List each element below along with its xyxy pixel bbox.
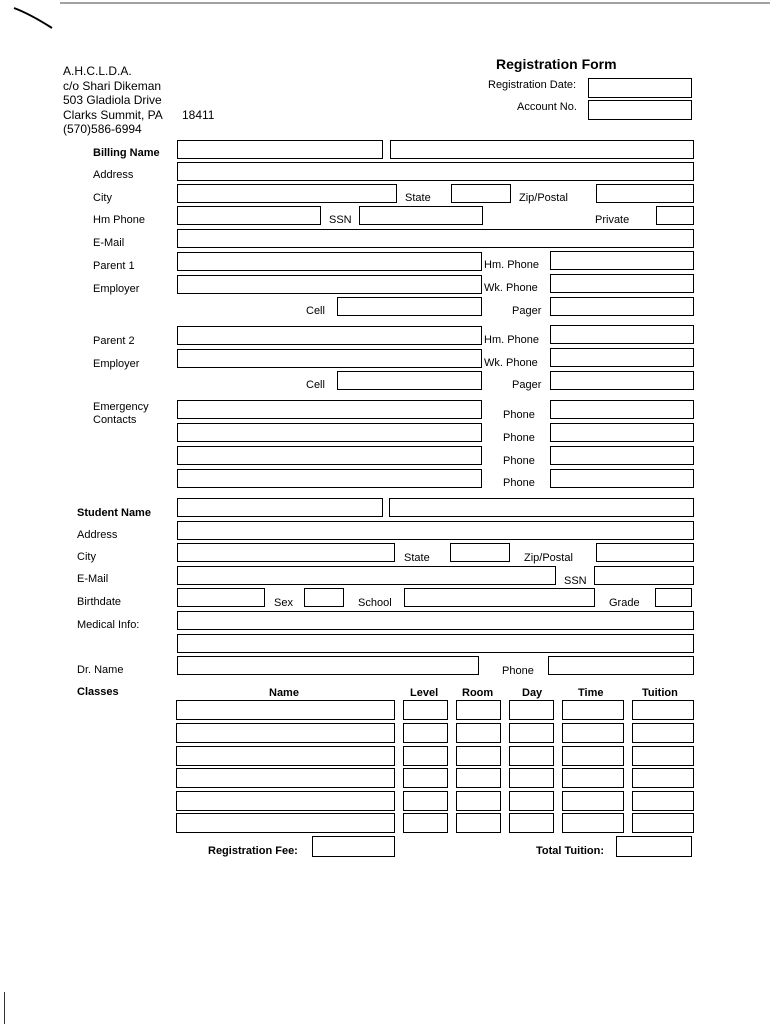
total-tuition-label: Total Tuition:	[536, 845, 605, 857]
student-city-label: City	[77, 551, 96, 563]
parent2-cell-label: Cell	[306, 379, 325, 391]
class-row-6-room-field[interactable]	[456, 813, 501, 833]
student-zip-label: Zip/Postal	[524, 552, 573, 564]
parent2-hm-phone-field[interactable]	[550, 325, 694, 344]
class-row-3-room-field[interactable]	[456, 746, 501, 766]
parent1-hm-phone-field[interactable]	[550, 251, 694, 270]
classes-col-level: Level	[410, 687, 439, 699]
billing-hm-phone-label: Hm Phone	[93, 214, 145, 226]
class-row-1-level-field[interactable]	[403, 700, 448, 720]
billing-email-label: E-Mail	[93, 237, 125, 249]
billing-email-field[interactable]	[177, 229, 694, 248]
parent1-pager-field[interactable]	[550, 297, 694, 316]
student-zip-field[interactable]	[596, 543, 694, 562]
class-row-1-tuition-field[interactable]	[632, 700, 694, 720]
class-row-5-level-field[interactable]	[403, 791, 448, 811]
billing-ssn-label: SSN	[329, 214, 352, 226]
org-zip: 18411	[182, 108, 215, 122]
parent2-wk-phone-field[interactable]	[550, 348, 694, 367]
parent1-pager-label: Pager	[512, 305, 542, 317]
form-title: Registration Form	[496, 56, 617, 72]
student-sex-field[interactable]	[304, 588, 344, 607]
billing-private-field[interactable]	[656, 206, 694, 225]
class-row-3-name-field[interactable]	[176, 746, 395, 766]
class-row-3-time-field[interactable]	[562, 746, 624, 766]
billing-first-name-field[interactable]	[177, 140, 383, 159]
student-ssn-field[interactable]	[594, 566, 694, 585]
parent1-cell-field[interactable]	[337, 297, 482, 316]
emergency-phone-1-field[interactable]	[550, 400, 694, 419]
registration-date-field[interactable]	[588, 78, 692, 98]
student-medical-label: Medical Info:	[77, 619, 140, 631]
org-co: c/o Shari Dikeman	[63, 79, 162, 93]
student-birthdate-label: Birthdate	[77, 596, 122, 608]
org-street: 503 Gladiola Drive	[63, 93, 162, 107]
student-medical-field-2[interactable]	[177, 634, 694, 653]
class-row-6-name-field[interactable]	[176, 813, 395, 833]
parent1-field[interactable]	[177, 252, 482, 271]
parent1-employer-label: Employer	[93, 283, 140, 295]
student-first-name-field[interactable]	[177, 498, 383, 517]
parent1-label: Parent 1	[93, 260, 135, 272]
emergency-phone-4-label: Phone	[503, 477, 535, 489]
org-city: Clarks Summit, PA	[63, 108, 163, 122]
student-medical-field-1[interactable]	[177, 611, 694, 630]
parent2-wk-phone-label: Wk. Phone	[484, 357, 538, 369]
class-row-4-room-field[interactable]	[456, 768, 501, 788]
class-row-1-time-field[interactable]	[562, 700, 624, 720]
student-birthdate-field[interactable]	[177, 588, 265, 607]
class-row-5-name-field[interactable]	[176, 791, 395, 811]
classes-col-name: Name	[269, 687, 299, 699]
student-last-name-field[interactable]	[389, 498, 694, 517]
class-row-3-day-field[interactable]	[509, 746, 554, 766]
class-row-4-tuition-field[interactable]	[632, 768, 694, 788]
billing-zip-label: Zip/Postal	[519, 192, 568, 204]
emergency-contact-1-field[interactable]	[177, 400, 482, 419]
emergency-phone-2-field[interactable]	[550, 423, 694, 442]
registration-fee-field[interactable]	[312, 836, 395, 857]
scan-edge-mark	[4, 992, 5, 1024]
parent2-pager-label: Pager	[512, 379, 542, 391]
account-label: Account No.	[517, 101, 577, 113]
student-city-field[interactable]	[177, 543, 395, 562]
total-tuition-field[interactable]	[616, 836, 692, 857]
billing-city-label: City	[93, 192, 112, 204]
student-dr-phone-field[interactable]	[548, 656, 694, 675]
student-ssn-label: SSN	[564, 575, 587, 587]
class-row-2-day-field[interactable]	[509, 723, 554, 743]
student-dr-label: Dr. Name	[77, 664, 124, 676]
billing-name-label: Billing Name	[93, 147, 160, 159]
classes-col-day: Day	[522, 687, 543, 699]
student-dr-field[interactable]	[177, 656, 479, 675]
class-row-5-room-field[interactable]	[456, 791, 501, 811]
student-school-field[interactable]	[404, 588, 595, 607]
parent1-wk-phone-label: Wk. Phone	[484, 282, 538, 294]
parent2-employer-label: Employer	[93, 358, 140, 370]
parent1-wk-phone-field[interactable]	[550, 274, 694, 293]
billing-state-label: State	[405, 192, 431, 204]
emergency-phone-1-label: Phone	[503, 409, 535, 421]
class-row-2-level-field[interactable]	[403, 723, 448, 743]
registration-fee-label: Registration Fee:	[208, 845, 298, 857]
student-school-label: School	[358, 597, 392, 609]
emergency-contact-4-field[interactable]	[177, 469, 482, 488]
student-state-label: State	[404, 552, 430, 564]
emergency-phone-3-label: Phone	[503, 455, 535, 467]
class-row-5-tuition-field[interactable]	[632, 791, 694, 811]
billing-address-field[interactable]	[177, 162, 694, 181]
class-row-2-tuition-field[interactable]	[632, 723, 694, 743]
billing-ssn-field[interactable]	[359, 206, 483, 225]
billing-hm-phone-field[interactable]	[177, 206, 321, 225]
student-sex-label: Sex	[274, 597, 293, 609]
class-row-4-level-field[interactable]	[403, 768, 448, 788]
emergency-contact-2-field[interactable]	[177, 423, 482, 442]
parent1-hm-phone-label: Hm. Phone	[484, 259, 540, 271]
emergency-phone-4-field[interactable]	[550, 469, 694, 488]
student-state-field[interactable]	[450, 543, 510, 562]
class-row-3-level-field[interactable]	[403, 746, 448, 766]
class-row-4-time-field[interactable]	[562, 768, 624, 788]
scan-mark	[0, 0, 770, 40]
student-address-label: Address	[77, 529, 118, 541]
classes-col-tuition: Tuition	[642, 687, 678, 699]
class-row-6-level-field[interactable]	[403, 813, 448, 833]
class-row-5-time-field[interactable]	[562, 791, 624, 811]
class-row-2-name-field[interactable]	[176, 723, 395, 743]
parent2-cell-field[interactable]	[337, 371, 482, 390]
class-row-2-time-field[interactable]	[562, 723, 624, 743]
class-row-3-tuition-field[interactable]	[632, 746, 694, 766]
student-name-label: Student Name	[77, 507, 151, 519]
parent2-hm-phone-label: Hm. Phone	[484, 334, 540, 346]
emergency-contact-3-field[interactable]	[177, 446, 482, 465]
student-dr-phone-label: Phone	[502, 665, 534, 677]
student-address-field[interactable]	[177, 521, 694, 540]
parent2-pager-field[interactable]	[550, 371, 694, 390]
parent2-field[interactable]	[177, 326, 482, 345]
billing-private-label: Private	[595, 214, 630, 226]
billing-city-field[interactable]	[177, 184, 397, 203]
class-row-2-room-field[interactable]	[456, 723, 501, 743]
student-email-label: E-Mail	[77, 573, 109, 585]
billing-state-field[interactable]	[451, 184, 511, 203]
class-row-1-day-field[interactable]	[509, 700, 554, 720]
class-row-6-tuition-field[interactable]	[632, 813, 694, 833]
class-row-1-name-field[interactable]	[176, 700, 395, 720]
registration-date-label: Registration Date:	[488, 79, 577, 91]
parent1-employer-field[interactable]	[177, 275, 482, 294]
billing-last-name-field[interactable]	[390, 140, 694, 159]
class-row-6-time-field[interactable]	[562, 813, 624, 833]
emergency-phone-3-field[interactable]	[550, 446, 694, 465]
student-grade-label: Grade	[609, 597, 640, 609]
classes-label: Classes	[77, 686, 119, 698]
billing-address-label: Address	[93, 169, 134, 181]
class-row-1-room-field[interactable]	[456, 700, 501, 720]
classes-col-time: Time	[578, 687, 604, 699]
class-row-6-day-field[interactable]	[509, 813, 554, 833]
parent1-cell-label: Cell	[306, 305, 325, 317]
org-phone: (570)586-6994	[63, 122, 142, 136]
classes-col-room: Room	[462, 687, 494, 699]
account-field[interactable]	[588, 100, 692, 120]
emergency-phone-2-label: Phone	[503, 432, 535, 444]
emergency-label-2: Contacts	[93, 414, 137, 426]
class-row-4-name-field[interactable]	[176, 768, 395, 788]
org-name: A.H.C.L.D.A.	[63, 64, 132, 78]
billing-zip-field[interactable]	[596, 184, 694, 203]
class-row-5-day-field[interactable]	[509, 791, 554, 811]
parent2-employer-field[interactable]	[177, 349, 482, 368]
parent2-label: Parent 2	[93, 335, 135, 347]
student-grade-field[interactable]	[655, 588, 692, 607]
class-row-4-day-field[interactable]	[509, 768, 554, 788]
student-email-field[interactable]	[177, 566, 556, 585]
emergency-label-1: Emergency	[93, 401, 149, 413]
